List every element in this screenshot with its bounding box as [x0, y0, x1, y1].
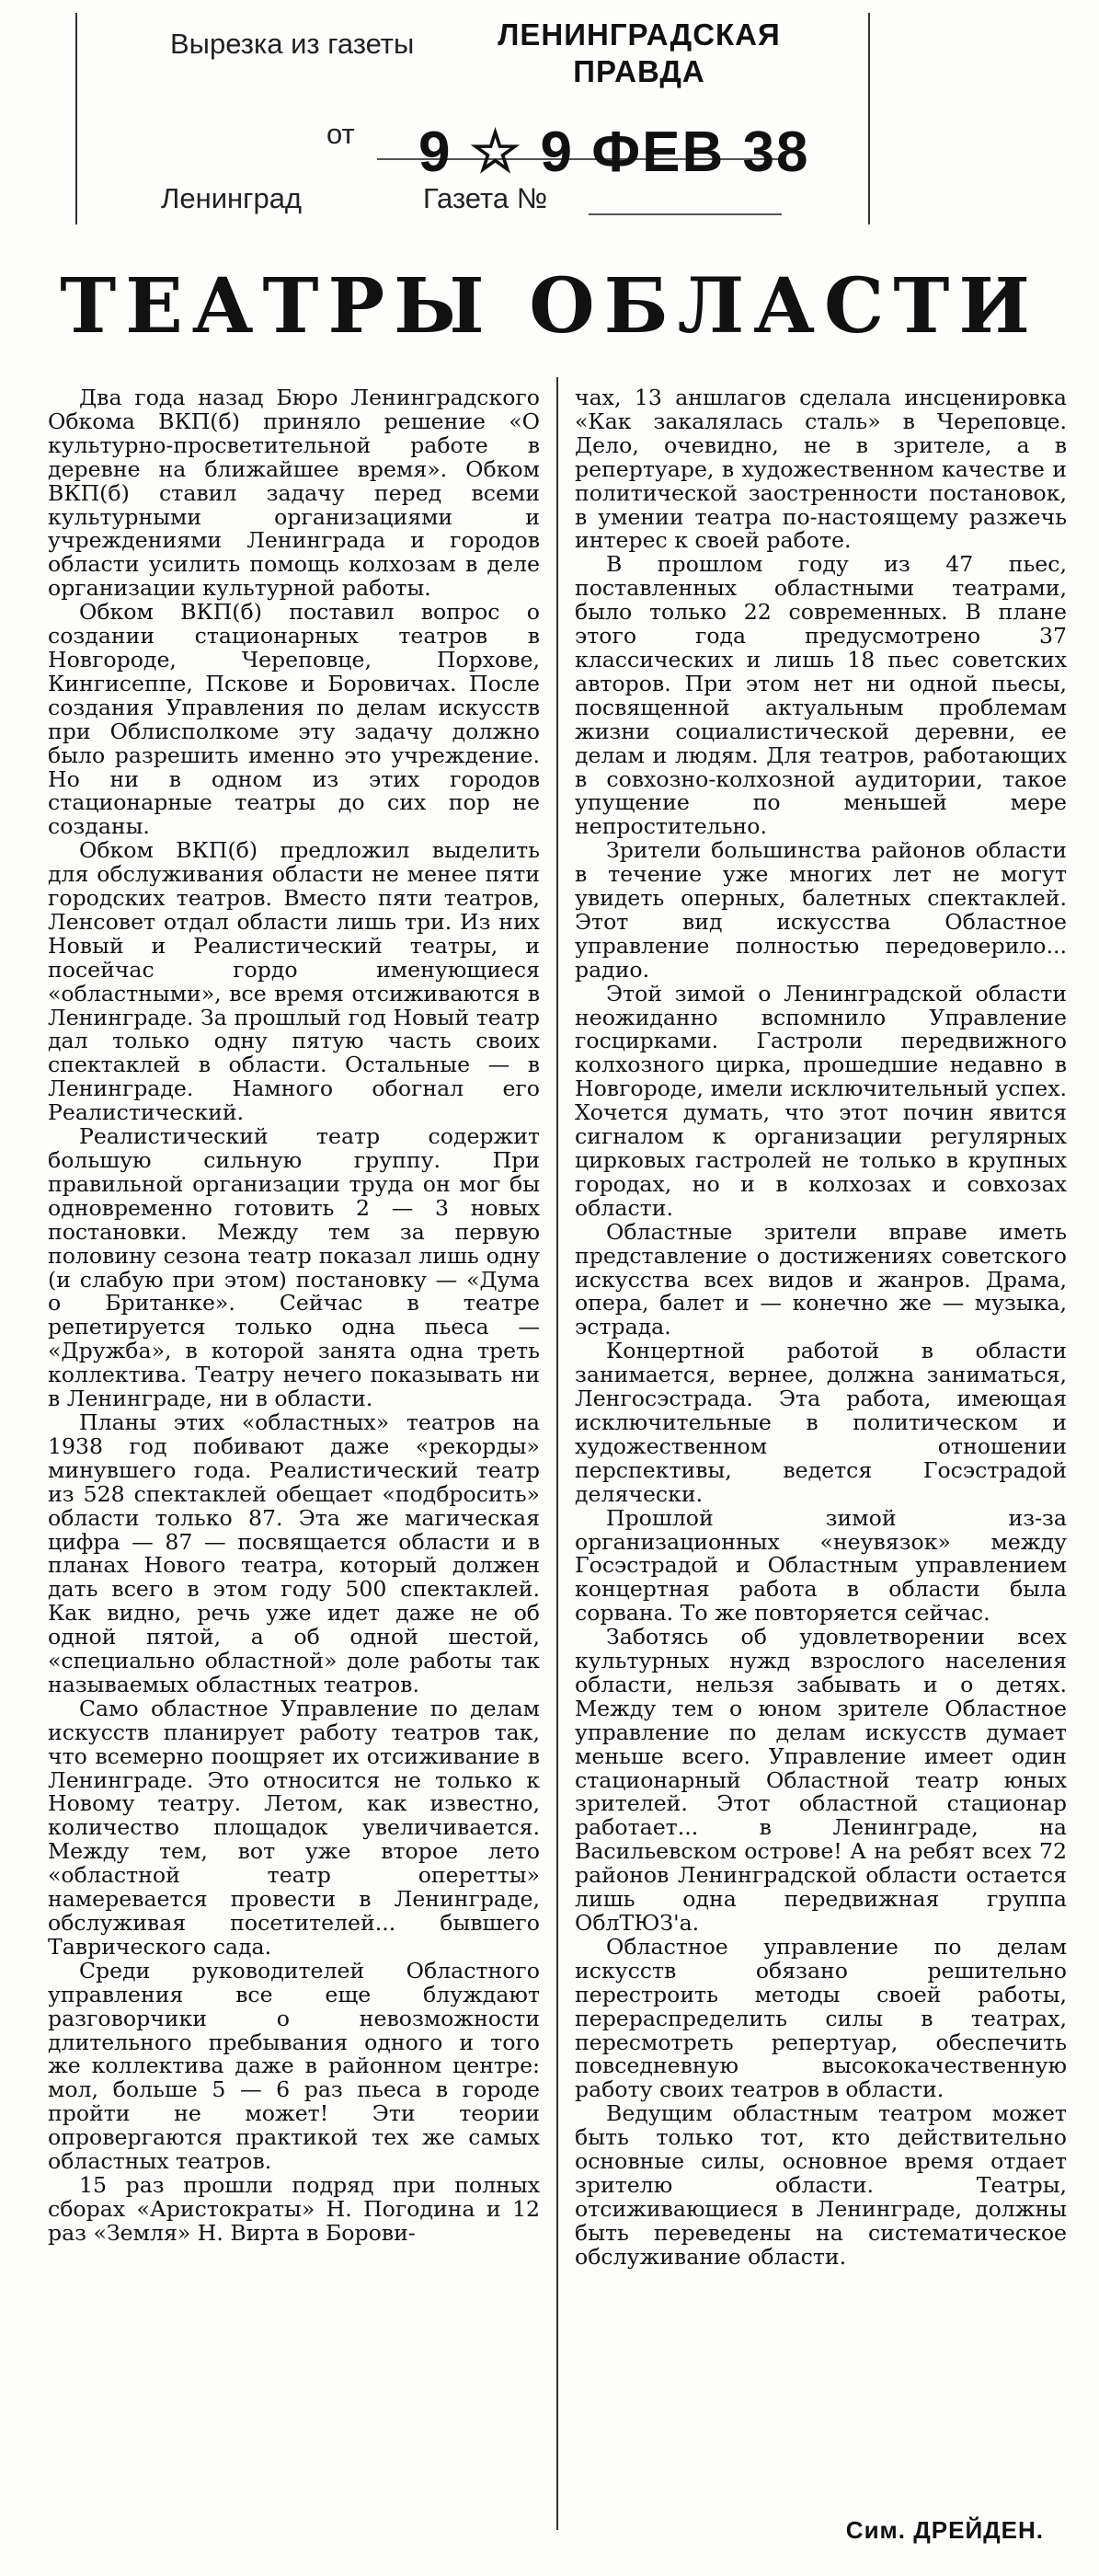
article-left-column — [48, 386, 540, 2246]
article-right-column — [575, 386, 1067, 2270]
article-title: ТЕАТРЫ ОБЛАСТИ — [60, 262, 1039, 351]
date-from-label: от — [326, 118, 355, 150]
paragraph: Зрители большинства районов области в течение уже многих лет не могут увидеть оперных, балетных спектаклей. Этот вид искусства Областное управление полностью передоверило... радио. — [575, 837, 1067, 983]
paragraph: Ведущим областным театром может быть только тот, кто действительно основные силы, основное время отдает зрителю области. Театры, отсиживающиеся в Ленинграде, должны быть переведены на систематическое обслуживание области. — [575, 2100, 1067, 2270]
paragraph: 15 раз прошли подряд при полных сборах «Аристократы» Н. Погодина и 12 раз «Земля» Н. Вирта в Борови- — [48, 2171, 540, 2246]
city-label: Ленинград — [161, 182, 303, 214]
issue-underline — [589, 213, 782, 215]
paragraph: Само областное Управление по делам искусств планирует работу театров так, что всемерно поощряет их отсиживание в Ленинграде. Это относится не только к Новому театру. Летом, как известно, количество площадок увеличивается. Между тем, вот уже второе лето «областной театр оперетты» намеревается провести в Ленинграде, обслуживая посетителей... бывшего Таврического сада. — [48, 1695, 540, 1960]
paragraph: Планы этих «областных» театров на 1938 год побивают даже «рекорды» минувшего года. Реалистический театр из 528 спектаклей обещает «подбросить» области только 87. Эта же магическая цифра — 87 — посвящается области и в планах Нового театра, который должен дать всего в этом году 500 спектаклей. Как видно, речь уже идет даже не об одной пятой, а об одной шестой, «специально областной» доле работы так называемых областных театров. — [48, 1409, 540, 1697]
paragraph: Среди руководителей Областного управления все еще блуждают разговорчики о невозможности длительного пребывания одного и того же коллектива даже в районном центре: мол, больше 5 — 6 раз пьеса в городе пройти не может! Эти теории опровергаются практикой тех же самых областных театров. — [48, 1957, 540, 2175]
paragraph: Областное управление по делам искусств обязано решительно перестроить методы своей работы, перераспределить силы в театрах, пересмотреть репертуар, обеспечить повседневную высококачественную работу своих театров в области. — [575, 1933, 1067, 2103]
newspaper-name: ЛЕНИНГРАДСКАЯ ПРАВДА — [498, 17, 781, 88]
paragraph: Обком ВКП(б) поставил вопрос о создании стационарных театров в Новгороде, Череповце, Порхове, Кингисеппе, Пскове и Боровичах. После создания Управления по делам искусств при Облисполкоме эту задачу должно было разрешить именно это учреждение. Но ни в одном из этих городов стационарные театры до сих пор не созданы. — [48, 599, 540, 840]
paragraph: Обком ВКП(б) предложил выделить для обслуживания области не менее пяти городских театров. Вместо пяти театров, Ленсовет отдал области лишь три. Из них Новый и Реалистический театры, и посейчас гордо именующиеся «областными», все время отсиживаются в Ленинграде. За прошлый год Новый театр дал только одну пятую часть своих спектаклей в области. Остальные — в Ленинграде. Намного обогнал его Реалистический. — [48, 837, 540, 1126]
paragraph: Два года назад Бюро Ленинградского Обкома ВКП(б) приняло решение «О культурно-просветительной работе в деревне на ближайшее время». Обком ВКП(б) ставил задачу перед всеми культурными организациями и учреждениями Ленинграда и городов области усилить помощь колхозам в деле организации культурной работы. — [48, 385, 540, 602]
author-signature: Сим. ДРЕЙДЕН. — [845, 2516, 1044, 2544]
paragraph: В прошлом году из 47 пьес, поставленных областными театрами, было только 22 современных. В плане этого года предусмотрено 37 классических и лишь 18 пьес советских авторов. При этом нет ни одной пьесы, посвященной актуальным проблемам жизни социалистической деревни, ее делам и людям. Для театров, работающих в совхозно-колхозной аудитории, такое упущение по меньшей мере непростительно. — [575, 551, 1067, 840]
clipping-label: Вырезка из газеты — [170, 28, 415, 60]
paragraph: Заботясь об удовлетворении всех культурных нужд взрослого населения области, нельзя забывать и о детях. Между тем о юном зрителе Областное управление по делам искусств думает меньше всего. Управление имеет один стационарный Областной театр юных зрителей. Этот областной стационар работает... в Ленинграде, на Васильевском острове! А на ребят всех 72 районов Ленинградской области остается лишь одна передвижная группа ОблТЮЗ'а. — [575, 1624, 1067, 1936]
paragraph: Реалистический театр содержит большую сильную группу. При правильной организации труда он мог бы одновременно готовить 2 — 3 новых постановки. Между тем за первую половину сезона театр показал лишь одну (и слабую при этом) постановку — «Дума о Британке». Сейчас в театре репетируется только одна пьеса — «Дружба», в которой занята одна треть коллектива. Театру нечего показывать ни в Ленинграде, ни в области. — [48, 1123, 540, 1412]
paragraph: Прошлой зимой из-за организационных «неувязок» между Госэстрадой и Областным управлением концертная работа в области была сорвана. То же повторяется сейчас. — [575, 1504, 1067, 1627]
column-divider — [556, 377, 558, 2530]
paragraph: Этой зимой о Ленинградской области неожиданно вспомнило Управление госцирками. Гастроли передвижного колхозного цирка, прошедшие недавно в Новгороде, имели исключительный успех. Хочется думать, что этот почин явится сигналом к организации регулярных цирковых гастролей не только в крупных городах, но и в колхозах и совхозах области. — [575, 980, 1067, 1221]
issue-number-label: Газета № — [423, 182, 547, 214]
paragraph: чах, 13 аншлагов сделала инсценировка «Как закалялась сталь» в Череповце. Дело, очевидно, не в зрителе, а в репертуаре, в художественном качестве и политической заостренности постановок, в умении театра по-настоящему разжечь интерес к своей работе. — [575, 385, 1067, 554]
paragraph: Областные зрители вправе иметь представление о достижениях советского искусства всех видов и жанров. Драма, опера, балет и — конечно же — музыка, эстрада. — [575, 1218, 1067, 1340]
date-stamp: 9 ☆ 9 ФEВ 38 — [418, 121, 810, 184]
paragraph: Концертной работой в области занимается, вернее, должна заниматься, Ленгосэстрада. Эта работа, имеющая исключительные в политическом и художественном отношении перспективы, ведется Госэстрадой делячески. — [575, 1338, 1067, 1507]
